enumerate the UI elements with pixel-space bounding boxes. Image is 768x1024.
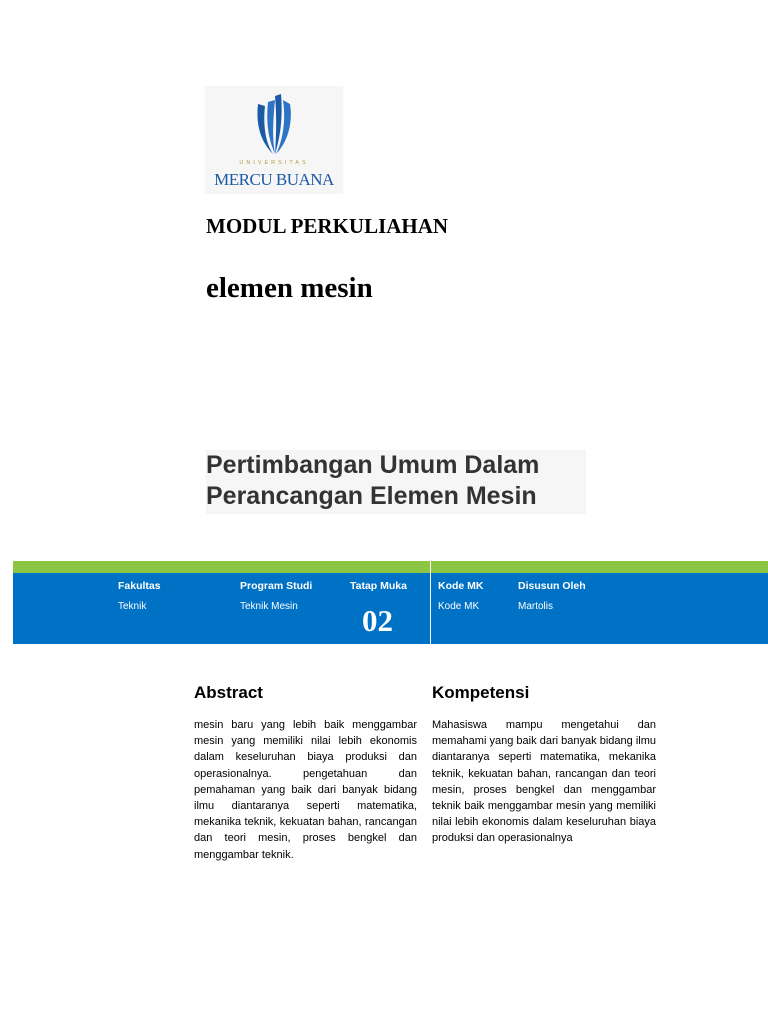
mercu-buana-emblem-icon bbox=[253, 92, 297, 160]
topic-title bbox=[206, 450, 586, 514]
disusun-oleh-value: Martolis bbox=[518, 601, 554, 612]
info-band-green-strip bbox=[13, 561, 768, 573]
info-band-divider bbox=[430, 561, 431, 644]
kompetensi-title: Kompetensi bbox=[432, 683, 530, 702]
fakultas-value: Teknik bbox=[118, 601, 147, 612]
topic-line-1: Pertimbangan Umum Dalam bbox=[206, 451, 540, 479]
kode-mk-label: Kode MK bbox=[438, 580, 484, 592]
university-logo bbox=[205, 86, 343, 194]
course-name: elemen mesin bbox=[206, 272, 373, 304]
disusun-oleh-label: Disusun Oleh bbox=[518, 580, 586, 592]
fakultas-label: Fakultas bbox=[118, 580, 161, 592]
abstract-title: Abstract bbox=[194, 683, 263, 702]
tatap-muka-value: 02 bbox=[362, 603, 393, 638]
kode-mk-value: Kode MK bbox=[438, 601, 480, 612]
logo-universitas-label: UNIVERSITAS bbox=[239, 160, 309, 166]
abstract-text: mesin baru yang lebih baik menggambar mesin yang memiliki nilai lebih ekonomis dalam keseluruhan biaya produksi dan operasionalnya. pengetahuan dan pemahaman yang baik dari banyak bidang ilmu diantaranya seperti matematika, mekanika teknik, kekuatan bahan, rancangan dan teori mesin, proses bengkel dan menggambar teknik. bbox=[194, 719, 417, 861]
program-studi-label: Program Studi bbox=[240, 580, 313, 592]
modul-title: MODUL PERKULIAHAN bbox=[206, 214, 449, 238]
program-studi-value: Teknik Mesin bbox=[240, 601, 298, 612]
tatap-muka-label: Tatap Muka bbox=[350, 580, 407, 592]
topic-line-2: Perancangan Elemen Mesin bbox=[206, 482, 537, 510]
logo-university-name: MERCU BUANA bbox=[214, 170, 334, 189]
kompetensi-text: Mahasiswa mampu mengetahui dan memahami yang baik dari banyak bidang ilmu diantaranya seperti matematika, mekanika teknik, kekuatan bahan, rancangan dan teori mesin, proses bengkel dan menggambar teknik baik menggambar mesin yang memiliki nilai lebih ekonomis dalam keseluruhan biaya produksi dan operasionalnya bbox=[432, 719, 656, 845]
